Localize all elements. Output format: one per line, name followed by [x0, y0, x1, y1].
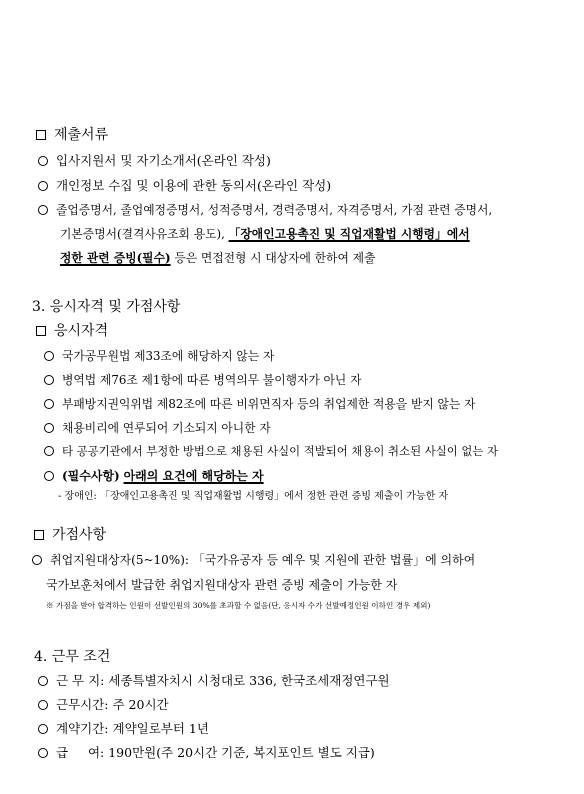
circle-bullet-icon — [38, 700, 48, 710]
work-condition-row: 급 여: 190만원(주 20시간 기준, 복지포인트 별도 지급) — [38, 747, 375, 760]
circle-bullet-icon — [38, 676, 48, 686]
circle-bullet-icon — [44, 351, 54, 361]
section4-title: 4. 근무 조건 — [34, 649, 111, 665]
circle-bullet-icon — [38, 181, 48, 191]
circle-bullet-icon — [32, 555, 42, 565]
circle-bullet-icon — [38, 156, 48, 166]
circle-bullet-icon — [44, 399, 54, 409]
bonus-heading: 가점사항 — [34, 528, 106, 542]
qualification-required-item: (필수사항) 아래의 요건에 해당하는 자 — [44, 470, 264, 482]
work-condition-row: 계약기간: 계약일로부터 1년 — [38, 723, 209, 736]
qualification-item: 국가공무원법 제33조에 해당하지 않는 자 — [44, 351, 274, 363]
circle-bullet-icon — [44, 423, 54, 433]
section3-title: 3. 응시자격 및 가점사항 — [32, 299, 181, 315]
work-condition-row: 근무시간: 주 20시간 — [38, 699, 169, 712]
qualification-item: 부패방지권익위법 제82조에 따른 비위면직자 등의 취업제한 적용을 받지 않는 자 — [44, 399, 475, 411]
bonus-item: 취업지원대상자(5~10%): 「국가유공자 등 예우 및 지원에 관한 법률」에 의하여 — [32, 554, 475, 566]
bonus-note: ※ 가점을 받아 합격하는 인원이 선발인원의 30%를 초과할 수 없음(단, 응시자 수가 선발예정인원 이하인 경우 제외) — [46, 601, 431, 610]
circle-bullet-icon — [44, 375, 54, 385]
qualification-heading: 응시자격 — [36, 324, 108, 338]
work-condition-row: 근 무 지: 세종특별자치시 시청대로 336, 한국조세재정연구원 — [38, 675, 390, 688]
qualification-sub-item: - 장애인: 「장애인고용촉진 및 직업재활법 시행령」에서 정한 관련 증빙 제출이 가능한 자 — [58, 491, 449, 502]
circle-bullet-icon — [44, 471, 54, 481]
submission-heading: 제출서류 — [36, 128, 108, 142]
checkbox-square-icon — [34, 530, 44, 540]
qualification-item: 타 공공기관에서 부정한 방법으로 채용된 사실이 적발되어 채용이 취소된 사실이 없는 자 — [44, 446, 498, 457]
submission-item: 입사지원서 및 자기소개서(온라인 작성) — [38, 155, 271, 168]
circle-bullet-icon — [38, 205, 48, 215]
submission-item: 개인정보 수집 및 이용에 관한 동의서(온라인 작성) — [38, 180, 331, 193]
circle-bullet-icon — [38, 748, 48, 758]
circle-bullet-icon — [38, 724, 48, 734]
checkbox-square-icon — [36, 130, 46, 140]
submission-item-continued: 기본증명서(결격사유조회 용도), 「장애인고용촉진 및 직업재활법 시행령」에서 — [60, 227, 470, 241]
bonus-item-continued: 국가보훈처에서 발급한 취업지원대상자 관련 증빙 제출이 가능한 자 — [46, 578, 398, 592]
checkbox-square-icon — [36, 326, 46, 336]
circle-bullet-icon — [44, 446, 54, 456]
qualification-item: 채용비리에 연루되어 기소되지 아니한 자 — [44, 423, 271, 435]
qualification-item: 병역법 제76조 제1항에 따른 병역의무 불이행자가 아닌 자 — [44, 375, 361, 387]
submission-item-continued: 정한 관련 증빙(필수) 등은 면접전형 시 대상자에 한하여 제출 — [60, 251, 376, 265]
submission-item: 졸업증명서, 졸업예정증명서, 성적증명서, 경력증명서, 자격증명서, 가점 관련 증명서, — [38, 205, 492, 217]
